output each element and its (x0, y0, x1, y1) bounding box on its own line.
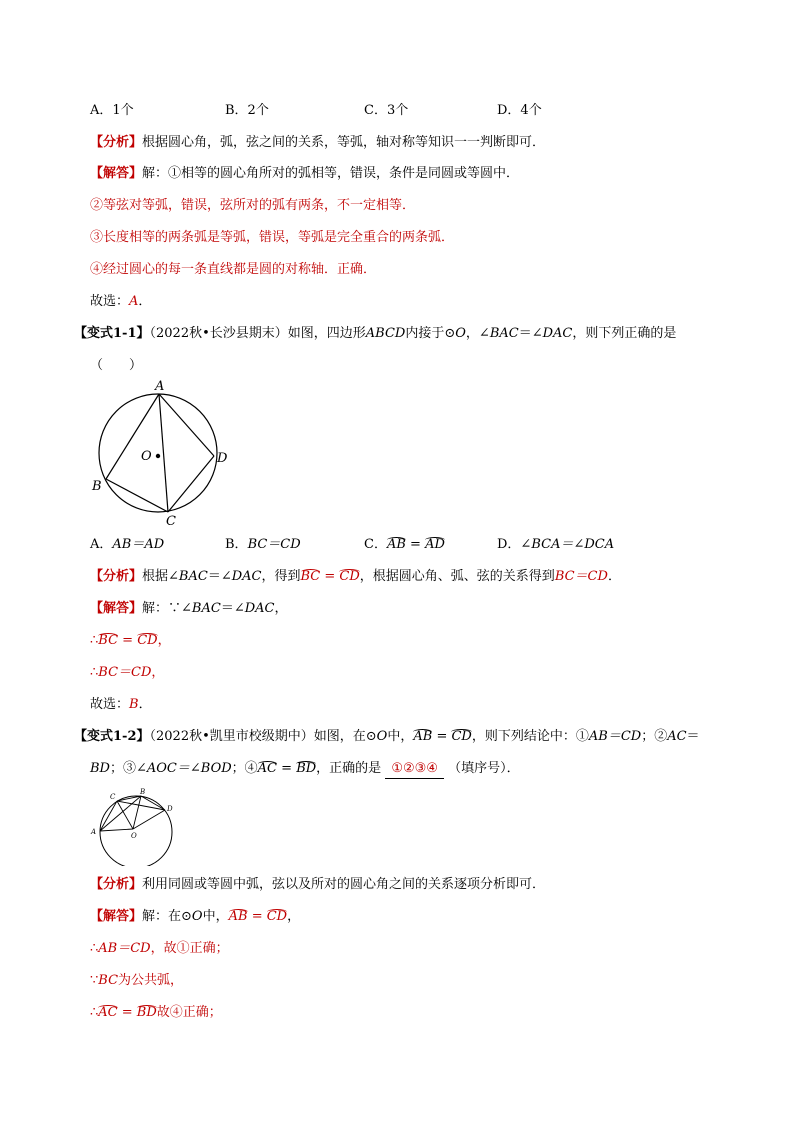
arc-math: CD (137, 633, 158, 648)
line-do (133, 810, 165, 829)
stem-text: 如图，四边形 (287, 326, 366, 341)
arc-math: CD (339, 569, 360, 584)
v11-option-b (225, 536, 301, 554)
text: 根据∠ (142, 569, 179, 584)
answer-text: 解：①相等的圆心角所对的弧相等，错误，条件是同圆或等圆中． (142, 166, 520, 181)
option-letter: C． (364, 537, 387, 552)
math: O (191, 909, 203, 924)
text: ， (274, 601, 288, 616)
label-b: B (140, 788, 146, 796)
eq: = (320, 569, 340, 584)
arc-math: BD (296, 761, 317, 776)
text: 解：∵∠ (142, 601, 192, 616)
arc-math: AB (413, 729, 433, 744)
eq: = (117, 1005, 137, 1020)
variant-1-1-paren: （ ） (90, 358, 143, 373)
v12-answer-4 (90, 1004, 222, 1022)
math: DAC (244, 601, 275, 616)
label-o: O (131, 832, 137, 840)
v11-answer-3 (90, 664, 164, 682)
math: BD (90, 761, 110, 776)
analysis-tag: 【分析】 (90, 569, 143, 584)
answer-line (90, 165, 519, 183)
v12-answer-3 (90, 972, 183, 990)
variant-1-2-stem-2 (90, 760, 520, 779)
circle (99, 394, 217, 512)
choose-line (90, 293, 151, 311)
line-bc (106, 479, 168, 512)
center-dot (156, 454, 160, 458)
text: ＝ (686, 729, 700, 744)
text: ，根据圆心角、弧、弦的关系得到 (359, 569, 555, 584)
analysis-text: 利用同圆或等圆中弧，弦以及所对的圆心角之间的关系逐项分析即可． (142, 877, 546, 892)
text: 故④正确； (156, 1005, 222, 1020)
label-b: B (92, 479, 102, 494)
eq: = (277, 761, 297, 776)
answer-line-2: ②等弦对等弧，错误，弦所对的弧有两条，不一定相等． (90, 198, 416, 213)
variant-source: （2022秋•长沙县期末） (149, 326, 288, 341)
answer-tag: 【解答】 (90, 909, 143, 924)
math: AB＝CD (98, 941, 151, 956)
answer-line-4: ④经过圆心的每一条直线都是圆的对称轴．正确． (90, 262, 377, 277)
line-ac (159, 394, 168, 512)
answer-line-3: ③长度相等的两条弧是等弧，错误，等弧是完全重合的两条弧． (90, 230, 455, 245)
text: 中， (387, 729, 414, 744)
line-bo (133, 796, 141, 829)
text: ∴ (90, 633, 99, 648)
option-a: A．1个 (90, 103, 134, 118)
arc-math: CD (451, 729, 472, 744)
label-o: O (141, 449, 152, 464)
math: AC (667, 729, 687, 744)
analysis-text: 根据圆心角，弧，弦之间的关系，等弧，轴对称等知识一一判断即可． (142, 135, 546, 150)
arc-math: BC (300, 569, 321, 584)
math: DAC (231, 569, 262, 584)
text: ；④ (231, 761, 258, 776)
math: AOC＝∠BOD (146, 761, 232, 776)
arc-math: AC (257, 761, 278, 776)
label-a: A (91, 828, 97, 836)
text: 解：在⊙ (142, 909, 192, 924)
choice-value: B (129, 697, 139, 712)
line-cd (168, 456, 214, 512)
math: BC＝CD (554, 569, 608, 584)
arc-math: AC (98, 1005, 118, 1020)
stem-text: 内接于⊙ (405, 326, 456, 341)
choose-label: 故选： (90, 697, 130, 712)
text: ，得到 (261, 569, 301, 584)
option-c: C．3个 (364, 103, 409, 118)
label-d: D (217, 451, 228, 466)
variant-1-2-stem (74, 728, 700, 746)
answer-tag: 【解答】 (90, 166, 143, 181)
choice-value: A (129, 294, 139, 309)
text: ，正确的是 (316, 761, 382, 776)
arc-math: CD (266, 909, 288, 924)
line-ac (100, 801, 117, 831)
text: ∵ (90, 973, 99, 988)
text: ，则下列结论中：① (471, 729, 589, 744)
text: ． (607, 569, 621, 584)
text: ， (287, 909, 301, 924)
text: （填序号）． (448, 761, 520, 776)
option-math: BC＝CD (247, 537, 301, 552)
line-ad (159, 394, 214, 456)
stem-text: ＝∠ (518, 326, 543, 341)
eq: = (247, 909, 267, 924)
variant-tag: 【变式1-2】 (74, 729, 150, 744)
text: ，故①正确； (150, 941, 229, 956)
math: BC (98, 973, 119, 988)
figure-circle-chords (88, 786, 184, 866)
text: ， (157, 633, 171, 648)
arc-math: AD (425, 537, 445, 552)
arc-math: AB (228, 909, 248, 924)
answer-tag: 【解答】 (90, 601, 143, 616)
text: ＝∠ (220, 601, 245, 616)
option-b: B．2个 (225, 103, 269, 118)
text: ＝∠ (207, 569, 232, 584)
answer-blank: ①②③④ (385, 760, 444, 779)
stem-text: ，则下列正确的是 (572, 326, 677, 341)
text: ∴ (90, 941, 99, 956)
v11-choose (90, 696, 152, 714)
text: ∴ (90, 665, 99, 680)
arc-math: BD (136, 1005, 157, 1020)
text: 为公共弧， (118, 973, 184, 988)
variant-tag: 【变式1-1】 (74, 326, 150, 341)
arc-math: AB (386, 537, 406, 552)
text: ；② (641, 729, 668, 744)
analysis-tag: 【分析】 (90, 135, 143, 150)
analysis-tag: 【分析】 (90, 877, 143, 892)
option-letter: A． (90, 537, 113, 552)
v11-option-c (364, 536, 445, 554)
label-a: A (155, 379, 165, 394)
analysis-line (90, 134, 545, 152)
figure-quadrilateral-circle (86, 378, 246, 528)
label-d: D (167, 805, 173, 813)
text: 中， (202, 909, 229, 924)
period: ． (138, 697, 152, 712)
option-letter: D．∠ (497, 537, 532, 552)
stem-text: ，∠ (465, 326, 490, 341)
option-letter: B． (225, 537, 248, 552)
variant-source: （2022秋•凯里市校级期中） (149, 729, 314, 744)
v11-option-a (90, 536, 164, 554)
circle (100, 796, 172, 866)
choose-label: 故选： (90, 294, 130, 309)
stem-math: O (455, 326, 466, 341)
stem-math: DAC (542, 326, 573, 341)
eq: = (405, 537, 426, 552)
option-math: BCA＝∠DCA (531, 537, 615, 552)
math: BC＝CD (98, 665, 152, 680)
math: O (376, 729, 388, 744)
v12-answer-1 (90, 908, 300, 926)
variant-1-1-stem (74, 325, 676, 343)
v12-analysis (90, 876, 545, 894)
eq: = (118, 633, 138, 648)
text: ， (151, 665, 165, 680)
math: AB＝CD (588, 729, 642, 744)
stem-math: ABCD (365, 326, 406, 341)
text: ∴ (90, 1005, 99, 1020)
line-ab (106, 394, 159, 479)
v11-answer-2 (90, 632, 171, 650)
label-c: C (110, 793, 116, 801)
text: 如图，在⊙ (313, 729, 377, 744)
v12-answer-2 (90, 940, 229, 958)
math: BAC (178, 569, 208, 584)
eq: = (432, 729, 452, 744)
v11-analysis (90, 568, 621, 586)
text: ；③∠ (109, 761, 147, 776)
v11-option-d (497, 536, 614, 554)
label-c: C (166, 514, 176, 528)
option-math: AB＝AD (112, 537, 165, 552)
period: ． (138, 294, 152, 309)
math: BAC (191, 601, 221, 616)
arc-math: BC (98, 633, 119, 648)
stem-math: BAC (489, 326, 519, 341)
v11-answer-1 (90, 600, 288, 618)
line-ao (100, 829, 133, 831)
option-d: D．4个 (497, 103, 542, 118)
